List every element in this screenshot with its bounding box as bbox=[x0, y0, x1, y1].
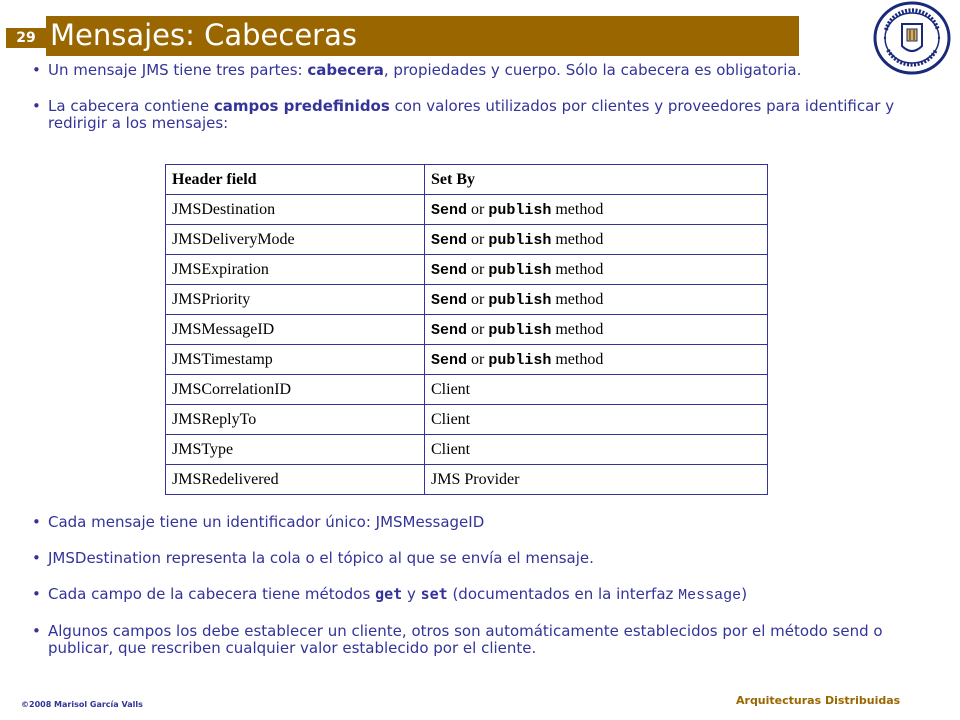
method-text: or bbox=[467, 230, 489, 248]
method-text: or bbox=[467, 320, 489, 338]
bullet-message-parts: • Un mensaje JMS tiene tres partes: cabecera, propiedades y cuerpo. Sólo la cabecera es obligatoria. bbox=[0, 62, 900, 79]
header-field-cell: JMSRedelivered bbox=[166, 465, 425, 495]
table-row bbox=[166, 225, 768, 255]
method-text: Send bbox=[431, 321, 468, 339]
method-text: publish bbox=[488, 291, 552, 309]
footer-course: Arquitecturas Distribuidas bbox=[736, 694, 901, 707]
method-text: method bbox=[551, 290, 604, 308]
bullet-message-id: • Cada mensaje tiene un identificador único: JMSMessageID bbox=[0, 514, 900, 531]
header-field-cell: JMSReplyTo bbox=[166, 405, 425, 435]
header-field-cell: JMSType bbox=[166, 435, 425, 465]
slide-number: 29 bbox=[6, 28, 46, 48]
table-row bbox=[166, 405, 768, 435]
intro-bullets bbox=[0, 62, 900, 151]
set-by-cell: JMS Provider bbox=[425, 465, 768, 495]
table-row bbox=[166, 435, 768, 465]
table-row bbox=[166, 345, 768, 375]
header-field-cell: JMSPriority bbox=[166, 285, 425, 315]
method-text: publish bbox=[488, 351, 552, 369]
set-by-cell bbox=[425, 225, 768, 255]
method-text: or bbox=[467, 260, 489, 278]
column-header-field: Header field bbox=[166, 165, 425, 195]
title-bar bbox=[46, 16, 799, 56]
method-text: Send bbox=[431, 351, 468, 369]
method-text: publish bbox=[488, 231, 552, 249]
header-fields-table bbox=[165, 164, 768, 495]
bullet-get-set: • Cada campo de la cabecera tiene métodos get y set (documentados en la interfaz Message) bbox=[0, 586, 900, 604]
header-field-cell: JMSTimestamp bbox=[166, 345, 425, 375]
method-text: method bbox=[551, 200, 604, 218]
table-row bbox=[166, 255, 768, 285]
method-text: Send bbox=[431, 291, 468, 309]
method-text: method bbox=[551, 260, 604, 278]
set-by-cell: Client bbox=[425, 405, 768, 435]
set-by-cell: Client bbox=[425, 435, 768, 465]
set-by-cell bbox=[425, 315, 768, 345]
method-text: Send bbox=[431, 201, 468, 219]
header-field-cell: JMSCorrelationID bbox=[166, 375, 425, 405]
table-row bbox=[166, 375, 768, 405]
method-text: method bbox=[551, 350, 604, 368]
bullet-destination: • JMSDestination representa la cola o el tópico al que se envía el mensaje. bbox=[0, 550, 900, 567]
slide-title: Mensajes: Cabeceras bbox=[50, 18, 357, 52]
method-text: publish bbox=[488, 261, 552, 279]
table-row bbox=[166, 465, 768, 495]
table-row bbox=[166, 285, 768, 315]
bullet-header-fields: • La cabecera contiene campos predefinidos con valores utilizados por clientes y proveedores para identificar y redirigir a los mensajes: bbox=[0, 98, 900, 132]
method-text: publish bbox=[488, 321, 552, 339]
set-by-cell: Client bbox=[425, 375, 768, 405]
method-text: method bbox=[551, 230, 604, 248]
footer-copyright: ©2008 Marisol García Valls bbox=[21, 700, 143, 709]
header-field-cell: JMSExpiration bbox=[166, 255, 425, 285]
set-by-cell bbox=[425, 255, 768, 285]
header-field-cell: JMSDeliveryMode bbox=[166, 225, 425, 255]
table-row bbox=[166, 315, 768, 345]
method-text: publish bbox=[488, 201, 552, 219]
bullet-client-fields: • Algunos campos los debe establecer un cliente, otros son automáticamente establecidos por el método send o publicar, que rescriben cualquier valor establecido por el cliente. bbox=[0, 623, 900, 657]
method-text: method bbox=[551, 320, 604, 338]
table-header-row bbox=[166, 165, 768, 195]
header-field-cell: JMSMessageID bbox=[166, 315, 425, 345]
table-row bbox=[166, 195, 768, 225]
set-by-cell bbox=[425, 345, 768, 375]
method-text: Send bbox=[431, 231, 468, 249]
method-text: or bbox=[467, 200, 489, 218]
column-header-set-by: Set By bbox=[425, 165, 768, 195]
method-text: or bbox=[467, 290, 489, 308]
set-by-cell bbox=[425, 285, 768, 315]
header-field-cell: JMSDestination bbox=[166, 195, 425, 225]
method-text: or bbox=[467, 350, 489, 368]
set-by-cell bbox=[425, 195, 768, 225]
method-text: Send bbox=[431, 261, 468, 279]
detail-bullets bbox=[0, 514, 900, 657]
